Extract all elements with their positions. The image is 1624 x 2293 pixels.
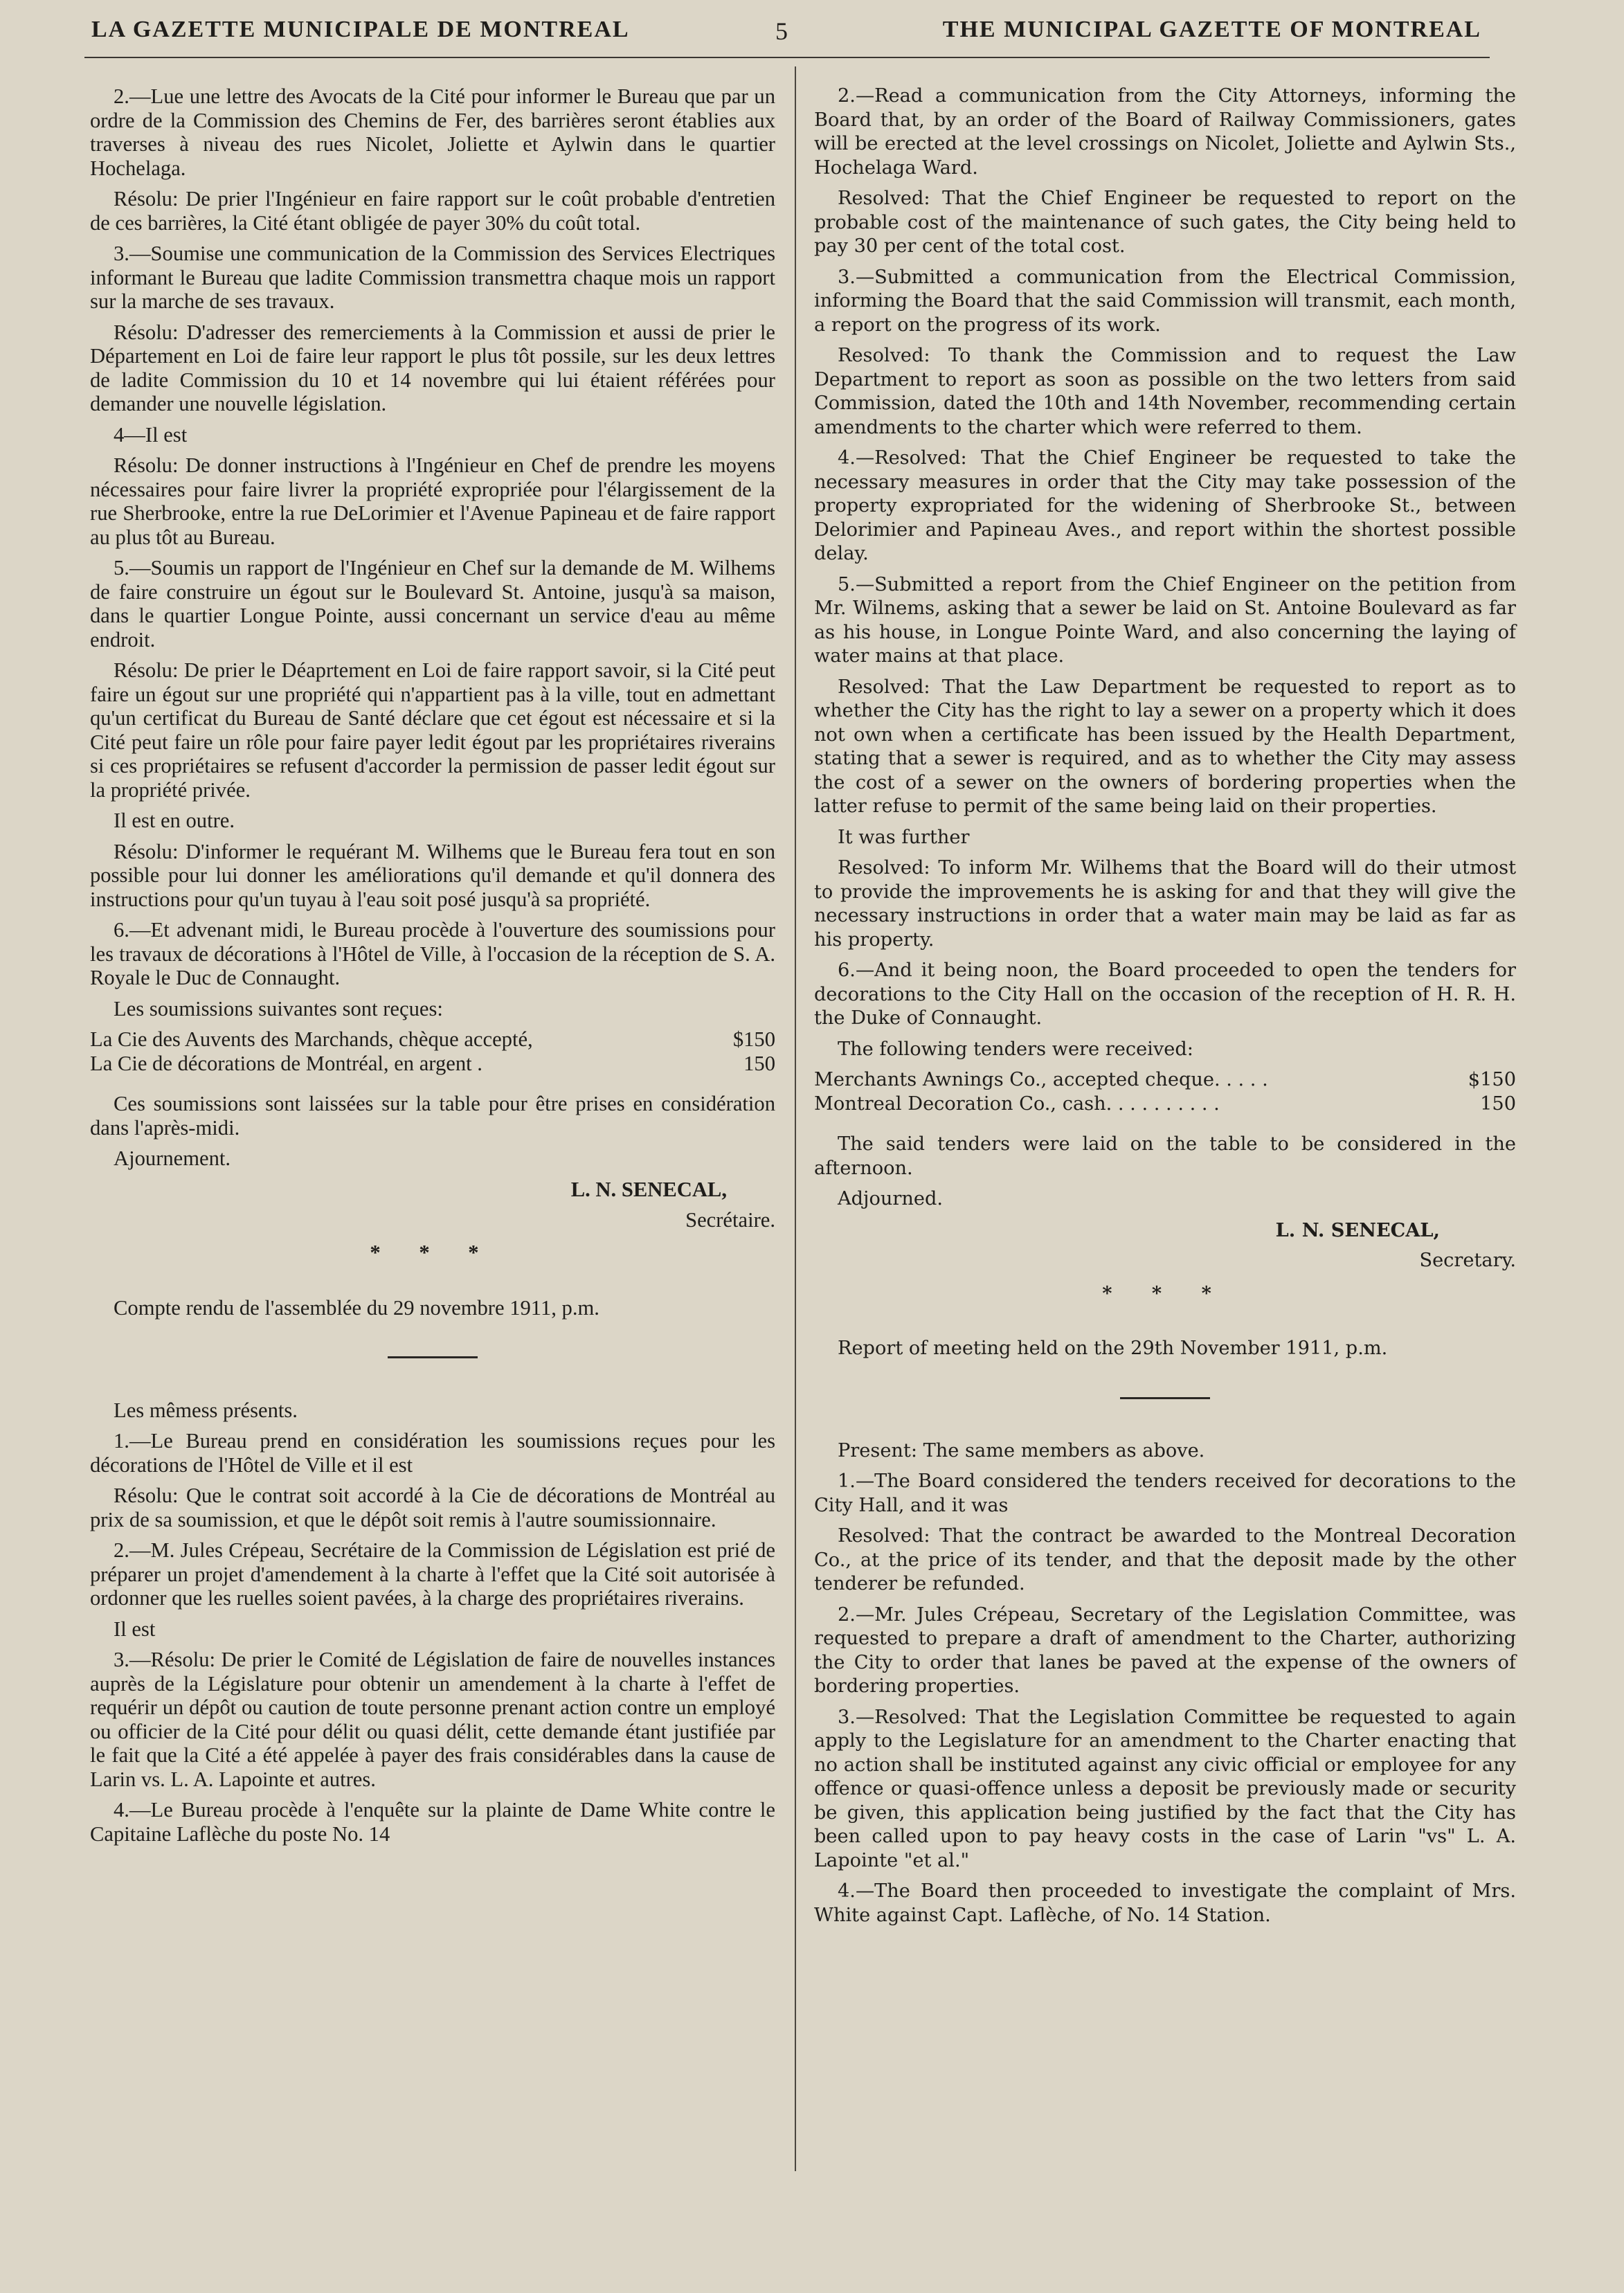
paragraph: Ces soumissions sont laissées sur la table pour être prises en considération dans l'après-midi. [90, 1092, 775, 1140]
tender-amount: $150 [1468, 1069, 1516, 1090]
page-number: 5 [775, 17, 788, 45]
paragraph: It was further [838, 826, 970, 848]
paragraph: 2.—Mr. Jules Crépeau, Secretary of the Legislation Committee, was requested to prepare a draft of amendment to the Charter, authorizing the City to order that lanes be paved at the expense of the owners of bordering properties. [814, 1603, 1516, 1697]
paragraph: Present: The same members as above. [838, 1439, 1205, 1462]
paragraph: 5.—Soumis un rapport de l'Ingénieur en Chef sur la demande de M. Wilhems de faire construire un égout sur le Boulevard St. Antoine, jusqu'à sa maison, dans le quartier Longue Pointe, aussi concernant un service d'eau au même endroit. [90, 556, 775, 651]
paragraph: Resolved: That the contract be awarded to the Montreal Decoration Co., at the price of its tender, and that the deposit made by the other tenderer be refunded. [814, 1525, 1516, 1594]
paragraph: Résolu: De donner instructions à l'Ingénieur en Chef de prendre les moyens nécessaires pour faire livrer la propriété expropriée pour l'élargissement de la rue Sherbrooke, entre la rue DeLorimier et l'Avenue Papineau et de faire rapport au plus tôt au Bureau. [90, 453, 775, 549]
paragraph: 4.—Le Bureau procède à l'enquête sur la plainte de Dame White contre le Capitaine Laflèche du poste No. 14 [90, 1798, 775, 1846]
adjournment: Ajournement. [114, 1146, 231, 1170]
page-header [83, 10, 1481, 57]
adjournment: Adjourned. [838, 1188, 943, 1210]
tender-list [814, 1068, 1516, 1116]
paragraph: Résolu: De prier le Déaprtement en Loi de faire rapport savoir, si la Cité peut faire un égout sur une propriété qui n'appartient pas à la ville, tout en admettant qu'un certificat du Bureau de Santé déclare que cet égout est nécessaire et si la Cité peut faire un rôle pour faire payer ledit égout par les propriétaires riverains si ces propriétaires se refusent d'accorder la permission de passer ledit égout sur la propriété privée. [90, 658, 775, 802]
tender-name: Merchants Awnings Co., accepted cheque. . . . . [814, 1069, 1268, 1090]
paragraph: 1.—The Board considered the tenders received for decorations to the City Hall, and it was [814, 1471, 1516, 1516]
paragraph: Resolved: That the Law Department be requested to report as to whether the City has the right to lay a sewer on a property which it does not own when a certificate has been issued by the Health Department, stating that a sewer is required, and as to whether the City may assess the cost of a sewer on the owners of bordering properties when the latter refuse to permit of the same being laid on their properties. [814, 676, 1516, 817]
report-title: Report of meeting held on the 29th November 1911, p.m. [838, 1338, 1388, 1359]
section-separator [1120, 1397, 1210, 1399]
paragraph: 2.—M. Jules Crépeau, Secrétaire de la Commission de Législation est prié de préparer un projet d'amendement à la charte à l'effet que la Cité soit autorisée à ordonner que les ruelles soient pavées, à la charge des propriétaires riverains. [90, 1538, 775, 1610]
paragraph: 5.—Submitted a report from the Chief Engineer on the petition from Mr. Wilnems, asking that a sewer be laid on St. Antoine Boulevard as far as his house, in Longue Pointe Ward, and also concerning the laying of water mains at that place. [814, 573, 1516, 667]
paragraph: 4—Il est [114, 422, 188, 447]
tender-amount: $150 [732, 1027, 775, 1051]
section-stars: * * * [370, 1240, 496, 1264]
paragraph: 3.—Resolved: That the Legislation Committee be requested to again apply to the Legislature for an amendment to the Charter enacting that no action shall be instituted against any civic official or employee for any offence or quasi-offence unless a deposit be previously made or security be given, this application being justified by the fact that the City has been called upon to pay heavy costs in the case of Larin "vs" L. A. Lapointe "et al." [814, 1706, 1516, 1871]
paragraph: Resolved: To inform Mr. Wilhems that the Board will do their utmost to provide the improvements he is asking for and that they will give the necessary instructions in order that a water main may be laid as far as his property. [814, 857, 1516, 951]
header-rule [84, 57, 1490, 58]
paragraph: 3.—Submitted a communication from the Electrical Commission, informing the Board that the said Commission will transmit, each month, a report on the progress of its work. [814, 266, 1516, 336]
signature-title: Secretary. [1419, 1250, 1516, 1271]
signature-name: L. N. SENECAL, [1275, 1219, 1440, 1241]
paragraph: The following tenders were received: [838, 1038, 1193, 1060]
paragraph: 3.—Résolu: De prier le Comité de Législation de faire de nouvelles instances auprès de la Législature pour obtenir un amendement à la charte à l'effet de requérir un dépôt ou caution de toute personne prenant action contre un employé ou officier de la Cité pour délit ou quasi délit, cette demande étant justifiée par le fait que la Cité a été appelée à payer des frais considérables dans la cause de Larin vs. L. A. Lapointe et autres. [90, 1648, 775, 1791]
french-column [90, 84, 775, 1853]
paragraph: The said tenders were laid on the table to be considered in the afternoon. [814, 1133, 1516, 1179]
section-separator [388, 1356, 478, 1358]
paragraph: Les mêmess présents. [114, 1398, 298, 1422]
paragraph: 4.—The Board then proceeded to investigate the complaint of Mrs. White against Capt. Laflèche, of No. 14 Station. [814, 1880, 1516, 1926]
paragraph: Il est [114, 1617, 156, 1641]
paragraph: Résolu: Que le contrat soit accordé à la Cie de décorations de Montréal au prix de sa soumission, et que le dépôt soit remis à l'autre soumissionnaire. [90, 1484, 775, 1531]
paragraph: 2.—Read a communication from the City Attorneys, informing the Board that, by an order of the Board of Railway Commissioners, gates will be erected at the level crossings on Nicolet, Joliette and Aylwin Sts., Hochelaga Ward. [814, 85, 1516, 179]
tender-amount: 150 [743, 1051, 775, 1075]
tender-name: La Cie de décorations de Montréal, en argent . [90, 1051, 482, 1075]
header-title-english: THE MUNICIPAL GAZETTE OF MONTREAL [942, 17, 1481, 42]
tender-row [814, 1092, 1516, 1117]
paragraph: 2.—Lue une lettre des Avocats de la Cité pour informer le Bureau que par un ordre de la Commission des Chemins de Fer, des barrières seront établies aux traverses à niveau des rues Nicolet, Joliette et Aylwin dans le quartier Hochelaga. [90, 84, 775, 180]
paragraph: Résolu: De prier l'Ingénieur en faire rapport sur le coût probable d'entretien de ces barrières, la Cité étant obligée de payer 30% du coût total. [90, 187, 775, 235]
paragraph: 6.—Et advenant midi, le Bureau procède à l'ouverture des soumissions pour les travaux de décorations à l'Hôtel de Ville, à l'occasion de la réception de S. A. Royale le Duc de Connaught. [90, 918, 775, 989]
paragraph: Résolu: D'adresser des remerciements à la Commission et aussi de prier le Département en Loi de faire leur rapport le plus tôt possile, sur les deux lettres de ladite Commission du 10 et 14 novembre qui lui étaient référées pour demander une nouvelle législation. [90, 320, 775, 415]
tender-row [90, 1027, 775, 1052]
paragraph: Resolved: To thank the Commission and to request the Law Department to report as soon as possible on the two letters from said Commission, dated the 10th and 14th November, recommending certain amendments to the charter which were referred to them. [814, 345, 1516, 438]
signature-title: Secrétaire. [685, 1208, 775, 1232]
signature-name: L. N. SENECAL, [570, 1177, 727, 1201]
english-column [814, 84, 1516, 1934]
tender-name: Montreal Decoration Co., cash. . . . . . . . . . [814, 1092, 1220, 1115]
tender-row [90, 1052, 775, 1076]
paragraph: Resolved: That the Chief Engineer be requested to report on the probable cost of the maintenance of such gates, the City being held to pay 30 per cent of the total cost. [814, 188, 1516, 257]
tender-amount: 150 [1480, 1092, 1516, 1115]
report-title: Compte rendu de l'assemblée du 29 novembre 1911, p.m. [114, 1296, 599, 1320]
paragraph: 4.—Resolved: That the Chief Engineer be requested to take the necessary measures in order that the City may take possession of the property expropriated for the widening of Sherbrooke St., between Delorimier and Papineau Aves., and report within the shortest possible delay. [814, 447, 1516, 564]
paragraph: 6.—And it being noon, the Board proceeded to open the tenders for decorations to the City Hall on the occasion of the reception of H. R. H. the Duke of Connaught. [814, 960, 1516, 1029]
paragraph: 3.—Soumise une communication de la Commission des Services Electriques informant le Bureau que ladite Commission transmettra chaque mois un rapport sur la marche de ses travaux. [90, 242, 775, 313]
section-stars: * * * [1102, 1282, 1228, 1304]
header-title-french: LA GAZETTE MUNICIPALE DE MONTREAL [91, 17, 630, 42]
column-divider [795, 66, 796, 2171]
tender-row [814, 1068, 1516, 1092]
paragraph: Les soumissions suivantes sont reçues: [114, 996, 443, 1020]
tender-name: La Cie des Auvents des Marchands, chèque accepté, [90, 1027, 533, 1051]
paragraph: 1.—Le Bureau prend en considération les soumissions reçues pour les décorations de l'Hôtel de Ville et il est [90, 1429, 775, 1477]
tender-list [90, 1027, 775, 1075]
paragraph: Résolu: D'informer le requérant M. Wilhems que le Bureau fera tout en son possible pour lui donner les améliorations qu'il demande et qu'il donnera des instructions pour qu'un tuyau à l'eau soit posé jusqu'à sa propriété. [90, 839, 775, 911]
paragraph: Il est en outre. [114, 809, 235, 832]
